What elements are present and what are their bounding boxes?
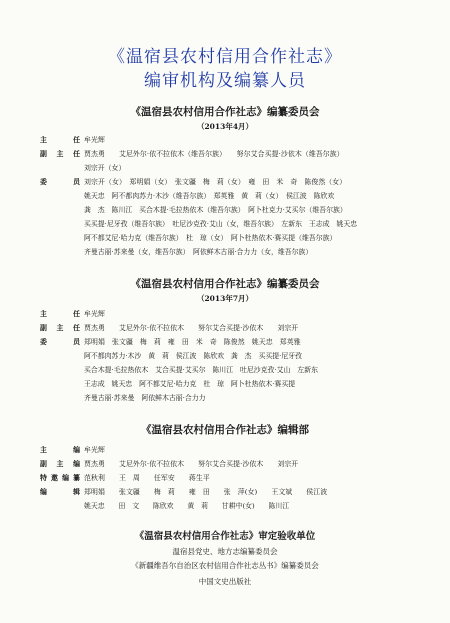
main-title: 《温宿县农村信用合作社志》 <box>108 47 342 67</box>
names-text: 贾杰勇 艾尼外尔·依不拉依木（维吾尔族） 努尔艾合买提·沙依木（维吾尔族） <box>84 150 344 158</box>
names-text: 郑明娟 张文疆 梅 莉 雍 田 张 萍(女) 王文斌 侯江波 <box>84 488 328 496</box>
role-label: 副主编 <box>40 460 80 468</box>
names-text: 牟光辉 <box>84 446 105 454</box>
committee2-row <box>0 350 450 362</box>
role-label: 编 辑 <box>40 488 80 496</box>
names-text: 刘宗开（女） 郑明娟（女） 张文疆 梅 莉（女） 雍 田 米 奇 陈俊然（女） <box>84 178 347 186</box>
committee1-row <box>0 134 450 146</box>
editorial-row <box>0 458 450 470</box>
role-label: 主 任 <box>40 310 80 318</box>
names-text: 牟光辉 <box>84 310 105 318</box>
names-text: 贾杰勇 艾尼外尔·依不拉依木 努尔艾合买提·沙依木 刘宗开 <box>84 324 299 332</box>
review-title: 《温宿县农村信用合作社志》审定验收单位 <box>134 531 316 542</box>
role-label: 副主任 <box>40 150 80 158</box>
names-text: 郑明娟 张文疆 梅 莉 雍 田 米 奇 陈俊然 姚天忠 郑英雅 <box>84 338 301 346</box>
committee1-row <box>0 176 450 188</box>
names-text: 牟光辉 <box>84 136 105 144</box>
committee1-row <box>0 204 450 216</box>
committee1-row <box>0 148 450 160</box>
editorial-row <box>0 472 450 484</box>
review-unit: 中国文史出版社 <box>198 577 252 586</box>
committee2-row <box>0 322 450 334</box>
committee2-row <box>0 308 450 320</box>
names-text: 买买提·尼牙孜（维吾尔族） 吐尼沙克孜·艾山（女，维吾尔族） 左新东 王志成 姚天忠 <box>84 220 358 228</box>
role-label: 委 员 <box>40 178 80 186</box>
committee1-row <box>0 232 450 244</box>
names-text: 姚天忠 阿不都肉苏力·木沙（维吾尔族） 郑英雅 黄 莉（女） 侯江波 陈欣欢 <box>84 192 335 200</box>
committee1-row <box>0 218 450 230</box>
role-label: 委 员 <box>40 338 80 346</box>
names-text: 王志成 姚天忠 阿不都艾尼·哈力克 杜 琼 阿卜杜热依木·赛买提 <box>84 380 296 388</box>
names-text: 刘宗开（女） <box>84 164 126 172</box>
names-text: 齐曼古丽·苏来曼（女，维吾尔族） 阿依鲜木古丽·合力力（女，维吾尔族） <box>84 248 313 256</box>
review-unit: 《新疆维吾尔自治区农村信用合作社志丛书》编纂委员会 <box>131 561 319 570</box>
role-label: 主 编 <box>40 446 80 454</box>
committee2-date: （2013年7月） <box>196 294 254 303</box>
committee1-title: 《温宿县农村信用合作社志》编纂委员会 <box>130 106 320 118</box>
names-text: 阿不都艾尼·哈力克（维吾尔族） 杜 琼（女） 阿卜杜热依木·赛买提（维吾尔族） <box>84 234 337 242</box>
editorial-row <box>0 500 450 512</box>
names-text: 阿不都肉苏力·木沙 黄 莉 侯江波 陈欣欢 龚 杰 买买提·尼牙孜 <box>84 352 302 360</box>
editorial-row <box>0 444 450 456</box>
names-text: 齐曼古丽·苏来曼 阿依鲜木古丽·合力力 <box>84 394 206 402</box>
committee2-row <box>0 378 450 390</box>
committee2-row <box>0 364 450 376</box>
committee1-row <box>0 190 450 202</box>
names-text: 买合木提·毛拉热依木 艾合买提·艾买尔 陈川江 吐尼沙克孜·艾山 左新东 <box>84 366 318 374</box>
committee2-row <box>0 392 450 404</box>
main-subtitle: 编审机构及编纂人员 <box>144 71 306 91</box>
committee1-row <box>0 162 450 174</box>
review-unit: 温宿县党史、地方志编纂委员会 <box>172 547 278 556</box>
editorial-row <box>0 486 450 498</box>
names-text: 贾杰勇 艾尼外尔·依不拉依木 努尔艾合买提·沙依木 刘宗开 <box>84 460 299 468</box>
names-text: 龚 杰 陈川江 买合木提·毛拉热依木（维吾尔族） 阿卜杜克力·艾买尔（维吾尔族） <box>84 206 347 214</box>
names-text: 姚天忠 田 文 陈欣欢 黄 莉 甘耕中(女) 陈川江 <box>84 502 290 510</box>
committee1-row <box>0 246 450 258</box>
committee1-date: （2013年4月） <box>196 122 254 131</box>
committee2-row <box>0 336 450 348</box>
role-label: 特邀编纂 <box>40 474 80 482</box>
role-label: 副主任 <box>40 324 80 332</box>
role-label: 主 任 <box>40 136 80 144</box>
committee2-title: 《温宿县农村信用合作社志》编纂委员会 <box>130 278 320 290</box>
names-text: 范秋利 王 周 任军安 蒋生平 <box>84 474 210 482</box>
editorial-title: 《温宿县农村信用合作社志》编辑部 <box>141 424 309 436</box>
